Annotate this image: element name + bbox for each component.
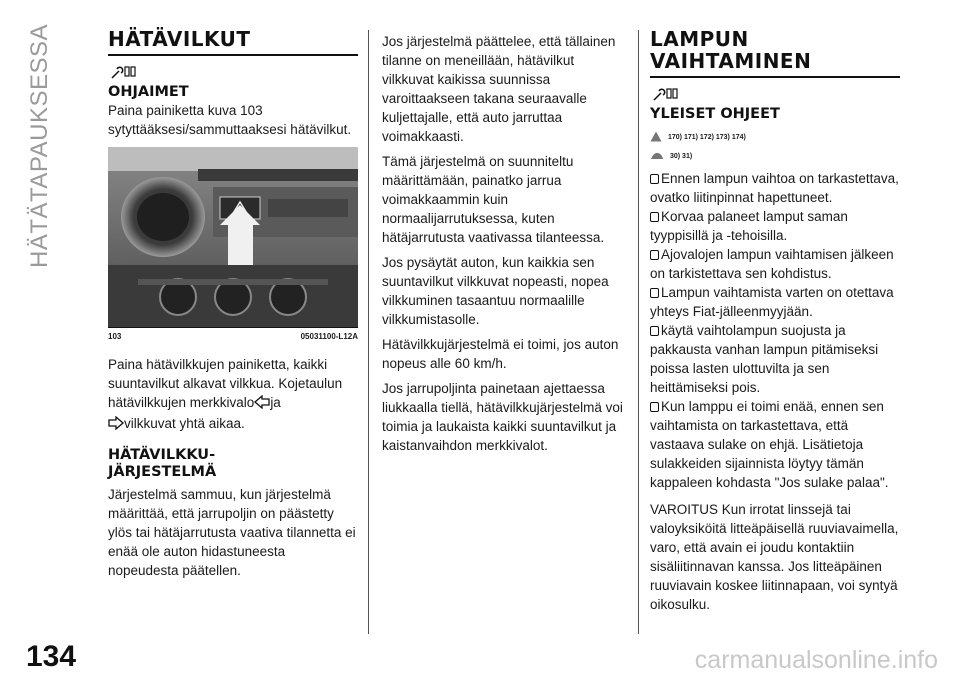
side-title-text: HÄTÄTAPAUKSESSA bbox=[26, 23, 53, 269]
paragraph-col2-2: Tämä järjestelmä on suunniteltu määrittämään, painatko jarrua voimakkaammin kuin normaalijarrutuksessa, kuten hätäjarrutusta vaativassa tilanteessa. bbox=[382, 154, 605, 245]
figure-caption bbox=[108, 327, 358, 341]
wrench-bulb-icon bbox=[652, 86, 900, 102]
bullet-item: Ajovalojen lampun vaihtamisen jälkeen on tarkistettava sen kohdistus. bbox=[650, 247, 894, 281]
subheading-general-instructions: YLEISET OHJEET bbox=[650, 106, 780, 122]
warning-triangle-icon bbox=[650, 131, 662, 144]
bullet-item: Korvaa palaneet lamput saman tyyppisillä ja -tehoisilla. bbox=[650, 209, 848, 243]
column-divider-1 bbox=[368, 30, 369, 634]
bullet-icon bbox=[650, 250, 659, 260]
bullet-item: Ennen lampun vaihtoa on tarkastettava, ovatko liitinpinnat hapettuneet. bbox=[650, 171, 899, 205]
caution-hand-icon bbox=[650, 150, 664, 163]
paragraph-system: Järjestelmä sammuu, kun järjestelmä määrittää, että jarrupoljin on päästetty ylös tai hätäjarrutusta vaativa tilannetta ei enää ole auton hidastuneesta nopeudesta päätellen. bbox=[108, 487, 356, 578]
bullet-icon bbox=[650, 326, 659, 336]
column-1 bbox=[108, 28, 358, 586]
paragraph-col2-4: Hätävilkkujärjestelmä ei toimi, jos auton nopeus alle 60 km/h. bbox=[382, 337, 619, 371]
figure-code: 05031100-L12A bbox=[300, 332, 358, 341]
section-side-title bbox=[10, 23, 70, 269]
paragraph-col2-3: Jos pysäytät auton, kun kaikkia sen suuntavilkut vilkkuvat nopeasti, nopea vilkkuminen tasaantuu normaalille vilkkumistasolle. bbox=[382, 255, 609, 327]
bullet-item: Lampun vaihtamista varten on otettava yhteys Fiat-jälleenmyyjään. bbox=[650, 285, 894, 319]
page-number: 134 bbox=[26, 640, 77, 673]
paragraph-warning: VAROITUS Kun irrotat linssejä tai valoyksiköitä litteäpäisellä ruuviavaimella, varo, että avain ei joudu kontaktiin sisäliitinnavan kanssa. Jos litteäpäinen ruuviavain koskee liitinnapaan, voi syntyä oikosulku. bbox=[650, 502, 899, 612]
turn-signal-right-icon bbox=[108, 416, 124, 435]
heading-rule bbox=[650, 76, 900, 78]
subheading-controls: OHJAIMET bbox=[108, 84, 189, 100]
subheading-hazard-system: HÄTÄVILKKU- JÄRJESTELMÄ bbox=[108, 447, 217, 480]
bullet-item: Kun lamppu ei toimi enää, ennen sen vaihtamista on tarkastettava, että vastaava sulake on ehjä. Lisätietoja sulakkeiden sijainnista löytyy tämän kappaleen kohdasta "Jos sulake palaa". bbox=[650, 399, 889, 490]
warning-refs: 170) 171) 172) 173) 174) bbox=[650, 131, 900, 144]
paragraph-controls: Paina painiketta kuva 103 sytyttääksesi/sammuttaaksesi hätävilkut. bbox=[108, 103, 352, 137]
paragraph-col2-1: Jos järjestelmä päättelee, että tällainen tilanne on meneillään, hätävilkut vilkkuvat kaikissa suunnissa varoittaakseen takana seuraavalle kuljettajalle, että auto jarruttaa voimakkaasti. bbox=[382, 34, 616, 144]
caution-refs: 30) 31) bbox=[650, 150, 900, 163]
dashboard-figure bbox=[108, 147, 358, 327]
column-2 bbox=[382, 32, 627, 461]
column-divider-2 bbox=[638, 30, 639, 634]
watermark: carmanualsonline.info bbox=[694, 646, 938, 674]
bullet-icon bbox=[650, 288, 659, 298]
paragraph-hazard-button: Paina hätävilkkujen painiketta, kaikki suuntavilkut alkavat vilkkua. Kojetaulun hätävilkkujen merkkivalo ja vilkkuvat yhtä aikaa. bbox=[108, 355, 358, 435]
heading-bulb-replacement: LAMPUN VAIHTAMINEN bbox=[650, 27, 812, 73]
column-3 bbox=[650, 28, 900, 620]
paragraph-col2-5: Jos jarrupoljinta painetaan ajettaessa liukkaalla tiellä, hätävilkkujärjestelmä voi toimia ja laukaista kaikki suuntavilkut ja kaistanvaihdon merkkivalot. bbox=[382, 381, 623, 453]
figure-number: 103 bbox=[108, 332, 122, 341]
bullet-icon bbox=[650, 174, 659, 184]
heading-hazard-lights: HÄTÄVILKUT bbox=[108, 27, 251, 51]
bullet-item: käytä vaihtolampun suojusta ja pakkausta vanhan lampun pitämiseksi poissa lasten ulottuvilta ja sen heittämiseksi pois. bbox=[650, 323, 879, 395]
bullet-icon bbox=[650, 212, 659, 222]
bullet-icon bbox=[650, 402, 659, 412]
turn-signal-left-icon bbox=[254, 395, 270, 414]
wrench-bulb-icon bbox=[110, 64, 358, 80]
heading-rule bbox=[108, 54, 358, 56]
